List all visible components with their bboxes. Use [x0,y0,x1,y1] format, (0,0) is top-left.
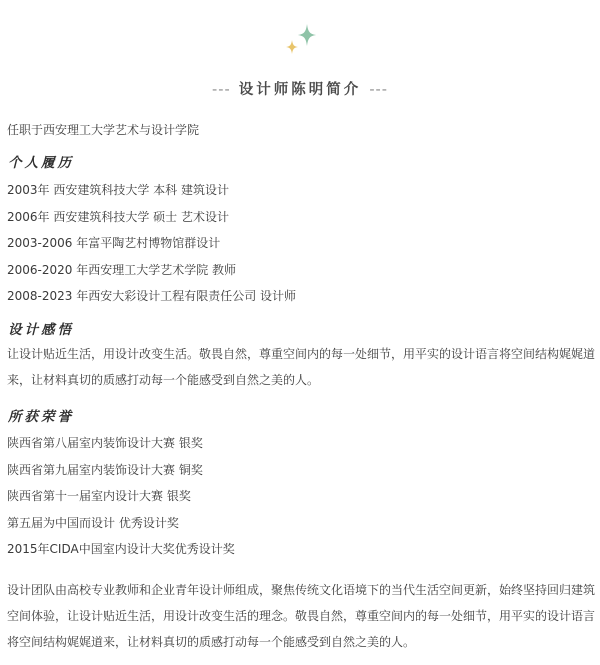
sparkles-icon [283,24,323,58]
honor-item: 第五届为中国而设计 优秀设计奖 [7,516,179,530]
title-text: 设计师陈明简介 [238,82,362,98]
affiliation-text: 任职于西安理工大学艺术与设计学院 [7,123,200,137]
title-dash-left: --- [211,82,231,98]
page-title [0,80,600,100]
resume-heading: 个人履历 [8,155,74,171]
honor-item: 陕西省第八届室内装饰设计大赛 银奖 [7,436,203,450]
insight-paragraph: 让设计贴近生活，用设计改变生活。敬畏自然，尊重空间内的每一处细节，用平实的设计语言将空间结构娓娓道来，让材料真切的质感打动每一个能感受到自然之美的人。 [7,347,596,387]
honors-heading: 所获荣誉 [8,409,74,425]
resume-item: 2006-2020 年西安理工大学艺术学院 教师 [7,263,237,277]
resume-item: 2006年 西安建筑科技大学 硕士 艺术设计 [7,210,229,224]
resume-item: 2003-2006 年富平陶艺村博物馆群设计 [7,236,221,250]
resume-item: 2008-2023 年西安大彩设计工程有限责任公司 设计师 [7,289,297,303]
resume-item: 2003年 西安建筑科技大学 本科 建筑设计 [7,183,229,197]
honor-item: 陕西省第九届室内装饰设计大赛 铜奖 [7,463,203,477]
honor-item: 陕西省第十一届室内设计大赛 银奖 [7,489,191,503]
honor-item: 2015年CIDA中国室内设计大奖优秀设计奖 [7,542,235,556]
insight-heading: 设计感悟 [8,322,74,338]
title-dash-right: --- [369,82,389,98]
team-paragraph: 设计团队由高校专业教师和企业青年设计师组成，聚焦传统文化语境下的当代生活空间更新，始终坚持回归建筑空间体验，让设计贴近生活，用设计改变生活的理念。敬畏自然，尊重空间内的每一处细节，用平实的设计语言将空间结构娓娓道来，让材料真切的质感打动每一个能感受到自然之美的人。 [7,583,596,649]
